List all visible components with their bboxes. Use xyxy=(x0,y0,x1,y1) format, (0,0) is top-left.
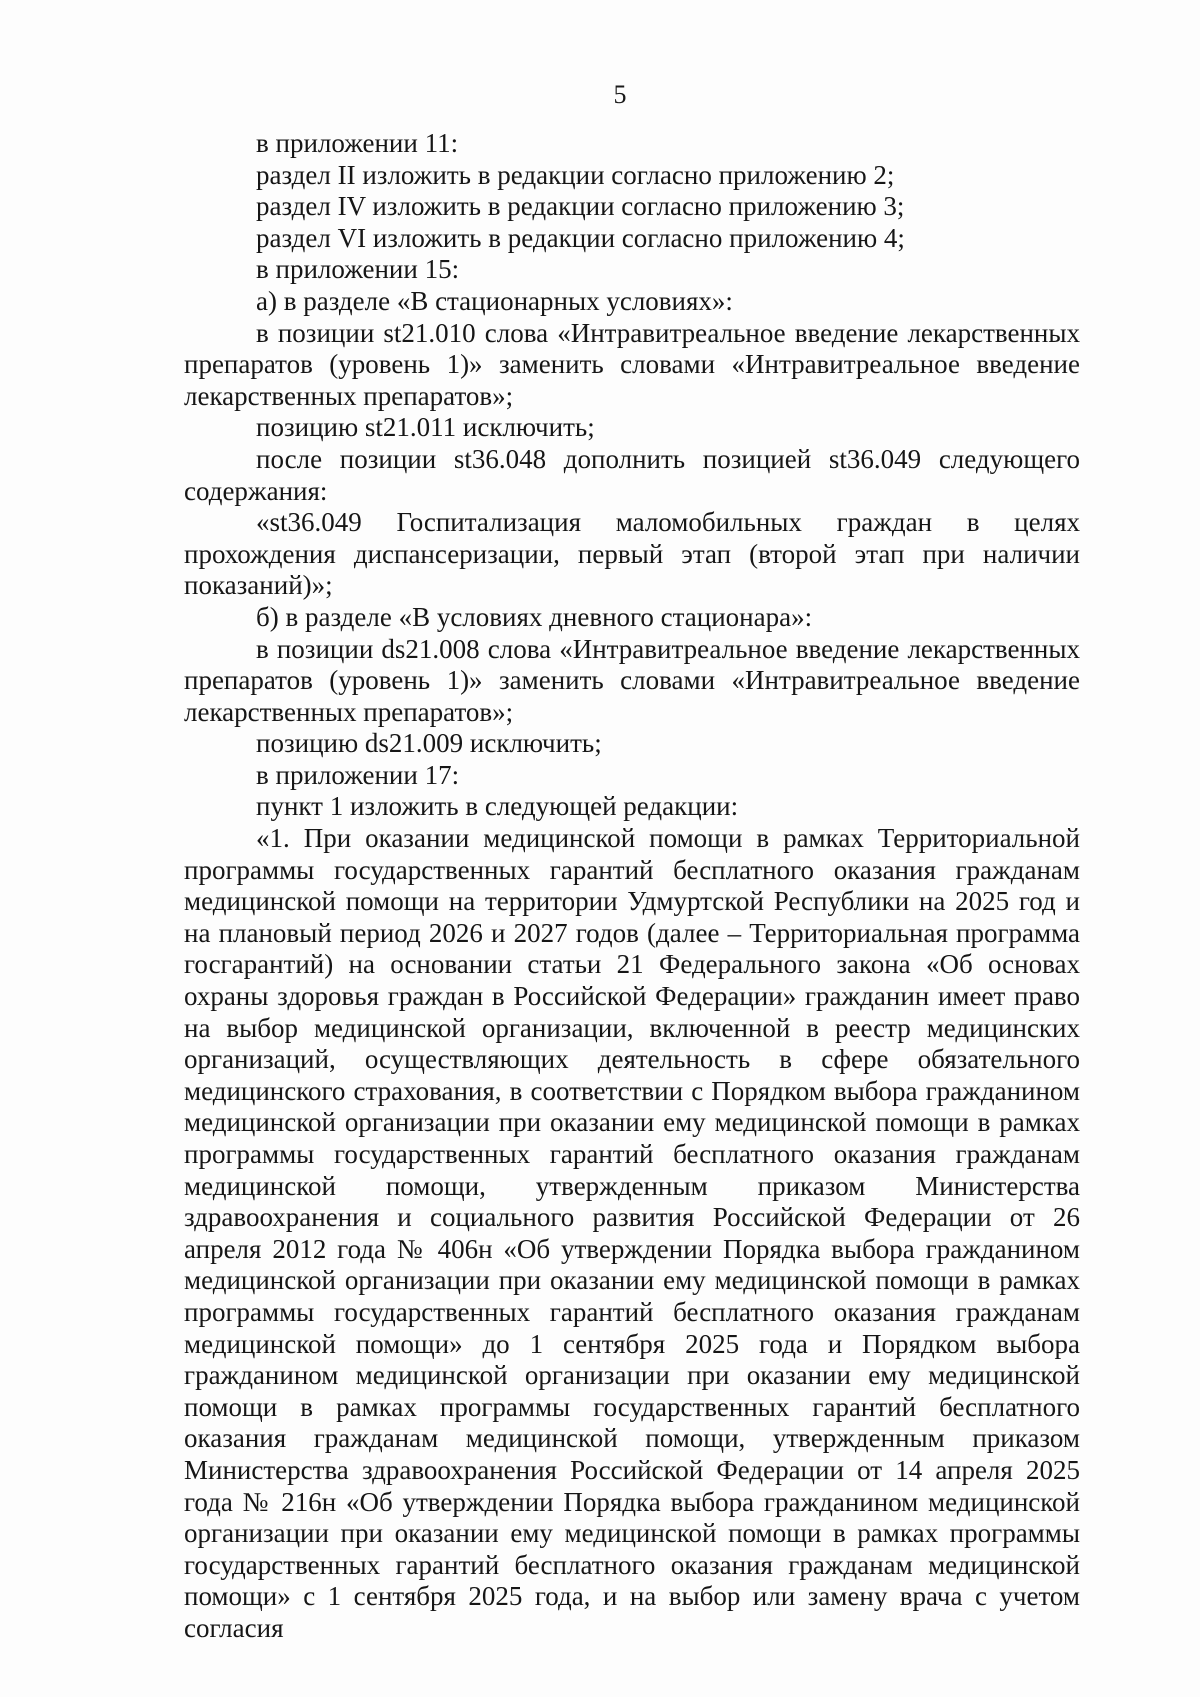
paragraph: позицию st21.011 исключить; xyxy=(256,412,595,443)
page-number: 5 xyxy=(613,80,627,109)
paragraph: «1. При оказании медицинской помощи в рамках Территориальной программы государственных гарантий бесплатного оказания гражданам медицинской помощи на территории Удмуртской Республики на 2025 год и на плановый период 2026 и 2027 годов (далее – Территориальная программа госгарантий) на основании статьи 21 Федерального закона «Об основах охраны здоровья граждан в Российской Федерации» гражданин имеет право на выбор медицинской организации, включенной в реестр медицинских организаций, осуществляющих деятельность в сфере обязательного медицинского страхования, в соответствии с Порядком выбора гражданином медицинской организации при оказании ему медицинской помощи в рамках программы государственных гарантий бесплатного оказания гражданам медицинской помощи, утвержденным приказом Министерства здравоохранения и социального развития Российской Федерации от 26 апреля 2012 года № 406н «Об утверждении Порядка выбора гражданином медицинской организации при оказании ему медицинской помощи в рамках программы государственных гарантий бесплатного оказания гражданам медицинской помощи» до 1 сентября 2025 года и Порядком выбора гражданином медицинской организации при оказании ему медицинской помощи в рамках программы государственных гарантий бесплатного оказания гражданам медицинской помощи, утвержденным приказом Министерства здравоохранения Российской Федерации от 14 апреля 2025 года № 216н «Об утверждении Порядка выбора гражданином медицинской организации при оказании ему медицинской помощи в рамках программы государственных гарантий бесплатного оказания гражданам медицинской помощи» с 1 сентября 2025 года, и на выбор или замену врача с учетом согласия xyxy=(184,823,1080,1643)
paragraph: в приложении 17: xyxy=(256,759,460,790)
paragraph: в позиции ds21.008 слова «Интравитреальное введение лекарственных препаратов (уровень 1)» заменить словами «Интравитреальное введение лекарственных препаратов»; xyxy=(184,633,1080,727)
paragraph: раздел IV изложить в редакции согласно приложению 3; xyxy=(256,191,905,222)
paragraph: после позиции st36.048 дополнить позицией st36.049 следующего содержания: xyxy=(184,443,1080,506)
paragraph: позицию ds21.009 исключить; xyxy=(256,728,602,759)
paragraph: а) в разделе «В стационарных условиях»: xyxy=(256,285,733,316)
paragraph: в приложении 11: xyxy=(256,128,459,158)
paragraph: раздел II изложить в редакции согласно приложению 2; xyxy=(256,159,895,190)
paragraph: в позиции st21.010 слова «Интравитреальное введение лекарственных препаратов (уровень 1)» заменить словами «Интравитреальное введение лекарственных препаратов»; xyxy=(184,317,1080,411)
paragraph: пункт 1 изложить в следующей редакции: xyxy=(256,791,739,822)
document-body xyxy=(184,128,1080,1645)
paragraph: «st36.049 Госпитализация маломобильных граждан в целях прохождения диспансеризации, первый этап (второй этап при наличии показаний)»; xyxy=(184,507,1080,601)
paragraph: в приложении 15: xyxy=(256,254,460,285)
paragraph: б) в разделе «В условиях дневного стационара»: xyxy=(256,601,813,632)
paragraph: раздел VI изложить в редакции согласно приложению 4; xyxy=(256,222,905,253)
